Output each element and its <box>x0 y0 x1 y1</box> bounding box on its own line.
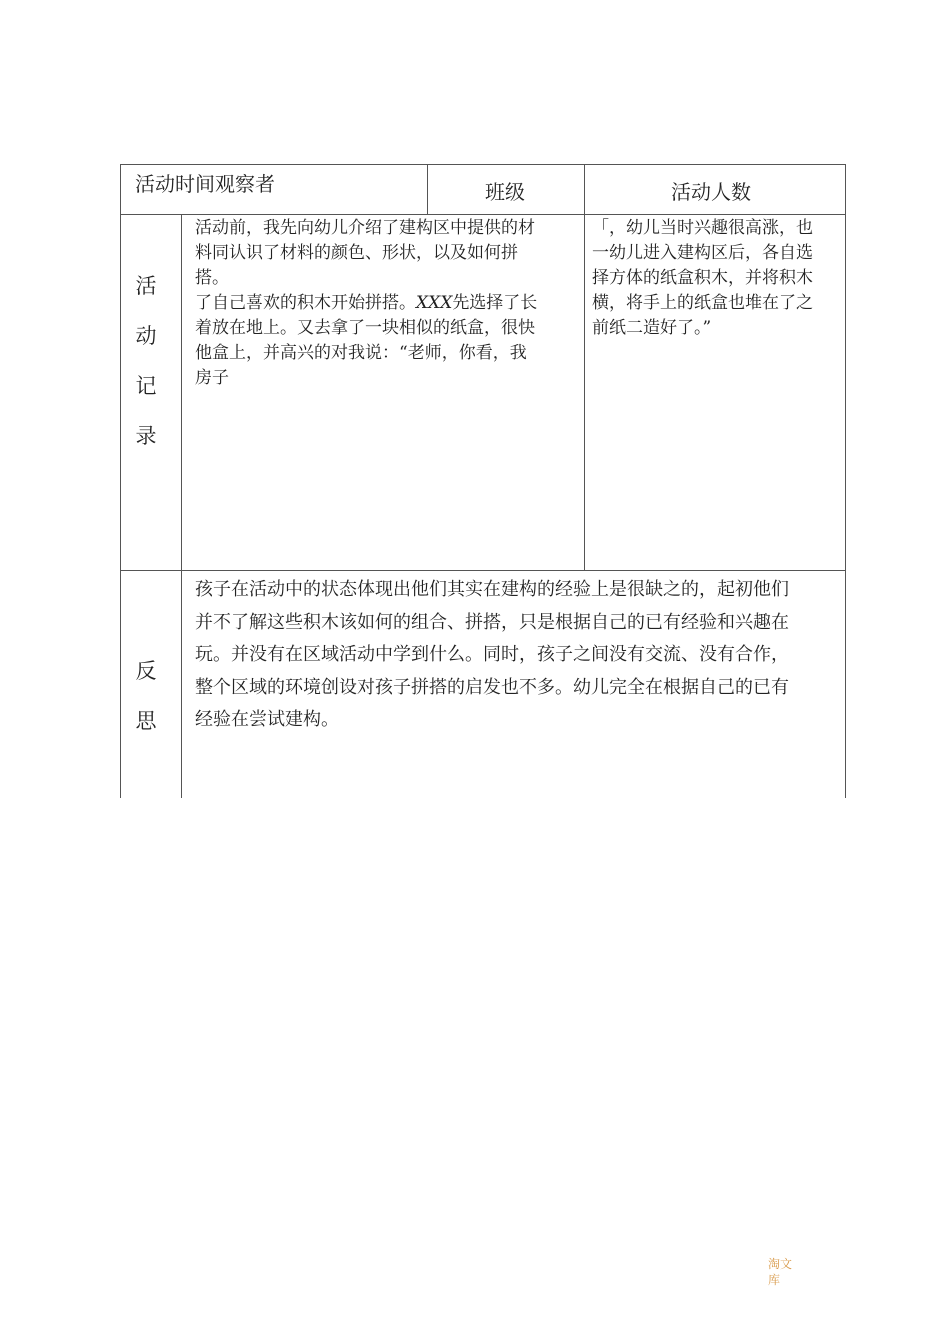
reflection-line: 整个区域的环境创设对孩子拼搭的启发也不多。幼儿完全在根据自己的已有 <box>195 676 789 698</box>
record-line: 一幼儿进入建构区后，各自选 <box>592 243 813 263</box>
header-divider-1 <box>427 164 428 214</box>
record-label-char: 记 <box>135 374 157 398</box>
record-bottom-border <box>120 570 846 571</box>
record-line: 前纸二造好了。” <box>592 318 712 338</box>
participants-header: 活动人数 <box>671 180 751 204</box>
label-column-divider <box>181 214 182 798</box>
record-line: 择方体的纸盒积木，并将积木 <box>592 268 813 288</box>
reflection-label-char: 思 <box>135 709 157 733</box>
reflection-line: 玩。并没有在区域活动中学到什么。同时，孩子之间没有交流、没有合作， <box>195 644 789 665</box>
record-label-char: 活 <box>135 274 157 298</box>
record-line: 「，幼儿当时兴趣很高涨，也 <box>592 218 813 238</box>
record-column-divider <box>584 214 585 570</box>
watermark-line: 库 <box>768 1273 781 1287</box>
reflection-text <box>195 574 840 737</box>
record-line: 横，将手上的纸盒也堆在了之 <box>592 293 813 313</box>
record-line: 着放在地上。又去拿了一块相似的纸盒，很快 <box>195 318 535 338</box>
class-header: 班级 <box>485 180 525 204</box>
header-divider-2 <box>584 164 585 214</box>
table-right-border <box>845 164 846 798</box>
time-observer-header: 活动时间观察者 <box>135 172 275 196</box>
record-right-text <box>592 216 842 341</box>
record-line <box>195 291 581 316</box>
record-line: 他盒上，并高兴的对我说：“老师，你看，我 <box>195 343 527 363</box>
reflection-line: 并不了解这些积木该如何的组合、拼搭，只是根据自己的已有经验和兴趣在 <box>195 611 789 633</box>
reflection-line: 孩子在活动中的状态体现出他们其实在建构的经验上是很缺之的，起初他们 <box>195 579 789 600</box>
record-line: 房子 <box>195 368 229 388</box>
header-bottom-border <box>120 214 846 215</box>
record-line: 料同认识了材料的颜色、形状，以及如何拼 <box>195 243 518 263</box>
record-label-char: 动 <box>135 324 157 348</box>
watermark-line: 淘文 <box>768 1257 793 1271</box>
watermark <box>768 1256 792 1288</box>
table-top-border <box>120 164 846 165</box>
record-label-char: 录 <box>135 424 157 448</box>
record-line-part: 了自己喜欢的积木开始拼搭。 <box>195 293 416 313</box>
record-left-text <box>195 216 581 391</box>
reflection-line: 经验在尝试建构。 <box>195 709 339 730</box>
child-name: XXX <box>416 293 453 313</box>
record-line-part: 先选择了长 <box>452 293 538 313</box>
record-line: 搭。 <box>195 268 229 288</box>
record-line: 活动前，我先向幼儿介绍了建构区中提供的材 <box>195 218 535 238</box>
table-left-border <box>120 164 121 798</box>
reflection-label-char: 反 <box>135 659 157 683</box>
